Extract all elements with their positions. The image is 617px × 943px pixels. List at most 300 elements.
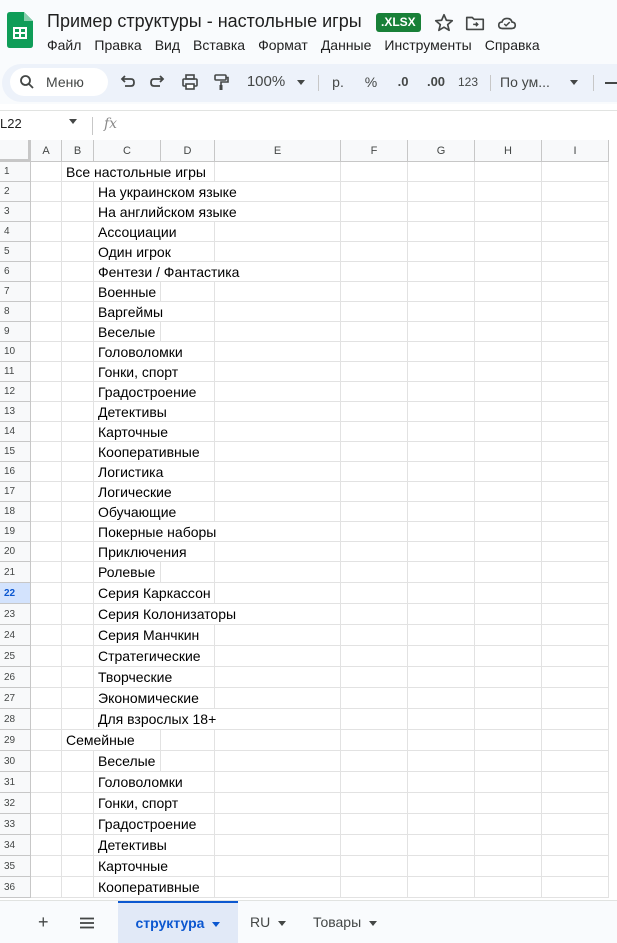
cell-value[interactable]: Карточные bbox=[98, 858, 169, 874]
grid-cell[interactable] bbox=[408, 772, 475, 793]
grid-cell[interactable] bbox=[31, 522, 62, 542]
grid-cell[interactable] bbox=[215, 667, 341, 688]
grid-cell[interactable] bbox=[408, 162, 475, 182]
grid-cell[interactable] bbox=[475, 730, 542, 751]
grid-cell[interactable] bbox=[475, 646, 542, 667]
grid-cell[interactable] bbox=[475, 814, 542, 835]
grid-cell[interactable] bbox=[215, 751, 341, 772]
cell-value[interactable]: Веселые bbox=[98, 324, 156, 340]
grid-cell[interactable] bbox=[62, 342, 94, 362]
grid-cell[interactable] bbox=[62, 562, 94, 583]
all-sheets-menu-icon[interactable] bbox=[79, 917, 95, 929]
grid-cell[interactable] bbox=[62, 302, 94, 322]
grid-cell[interactable] bbox=[31, 302, 62, 322]
grid-cell[interactable] bbox=[408, 502, 475, 522]
row-header[interactable]: 5 bbox=[0, 242, 31, 262]
grid-cell[interactable] bbox=[408, 688, 475, 709]
grid-cell[interactable] bbox=[542, 222, 609, 242]
row-header[interactable]: 6 bbox=[0, 262, 31, 282]
grid-cell[interactable] bbox=[341, 562, 408, 583]
grid-cell[interactable] bbox=[408, 422, 475, 442]
grid-cell[interactable] bbox=[62, 856, 94, 877]
grid-cell[interactable] bbox=[475, 625, 542, 646]
grid-cell[interactable] bbox=[475, 522, 542, 542]
cell-value[interactable]: Градостроение bbox=[98, 384, 197, 400]
grid-cell[interactable] bbox=[341, 604, 408, 625]
grid-cell[interactable] bbox=[542, 604, 609, 625]
number-format-button[interactable]: 123 bbox=[457, 75, 479, 89]
paint-format-button[interactable] bbox=[208, 69, 234, 95]
decrease-font-size-icon[interactable] bbox=[605, 82, 617, 84]
cell-value[interactable]: Логистика bbox=[98, 464, 164, 480]
grid-cell[interactable] bbox=[62, 282, 94, 302]
grid-cell[interactable] bbox=[62, 362, 94, 382]
grid-cell[interactable] bbox=[475, 877, 542, 898]
row-header[interactable]: 24 bbox=[0, 625, 31, 646]
grid-cell[interactable] bbox=[475, 562, 542, 583]
grid-cell[interactable] bbox=[341, 772, 408, 793]
grid-cell[interactable] bbox=[31, 772, 62, 793]
menu-tools[interactable]: Инструменты bbox=[384, 37, 472, 53]
row-header[interactable]: 18 bbox=[0, 502, 31, 522]
grid-cell[interactable] bbox=[408, 482, 475, 502]
cell-value[interactable]: Кооперативные bbox=[98, 879, 200, 895]
grid-cell[interactable] bbox=[475, 502, 542, 522]
grid-cell[interactable] bbox=[542, 422, 609, 442]
grid-cell[interactable] bbox=[31, 162, 62, 182]
cell-value[interactable]: Покерные наборы bbox=[98, 524, 217, 540]
print-button[interactable] bbox=[177, 69, 203, 95]
cell-value[interactable]: Семейные bbox=[66, 732, 135, 748]
row-header[interactable]: 1 bbox=[0, 162, 31, 182]
grid-cell[interactable] bbox=[408, 242, 475, 262]
cell-value[interactable]: Для взрослых 18+ bbox=[98, 711, 217, 727]
menu-format[interactable]: Формат bbox=[258, 37, 308, 53]
grid-cell[interactable] bbox=[408, 856, 475, 877]
grid-cell[interactable] bbox=[475, 282, 542, 302]
grid-cell[interactable] bbox=[31, 382, 62, 402]
grid-cell[interactable] bbox=[62, 202, 94, 222]
grid-cell[interactable] bbox=[475, 462, 542, 482]
percent-format-button[interactable]: % bbox=[364, 74, 378, 90]
grid-cell[interactable] bbox=[341, 342, 408, 362]
row-header[interactable]: 12 bbox=[0, 382, 31, 402]
grid-cell[interactable] bbox=[31, 625, 62, 646]
grid-cell[interactable] bbox=[62, 604, 94, 625]
grid-cell[interactable] bbox=[62, 522, 94, 542]
grid-cell[interactable] bbox=[475, 342, 542, 362]
grid-cell[interactable] bbox=[215, 877, 341, 898]
grid-cell[interactable] bbox=[31, 222, 62, 242]
grid-cell[interactable] bbox=[475, 667, 542, 688]
cell-value[interactable]: На английском языке bbox=[98, 204, 237, 220]
grid-cell[interactable] bbox=[62, 382, 94, 402]
cell-value[interactable]: Ассоциации bbox=[98, 224, 177, 240]
row-header[interactable]: 9 bbox=[0, 322, 31, 342]
grid-cell[interactable] bbox=[341, 382, 408, 402]
row-header[interactable]: 28 bbox=[0, 709, 31, 730]
grid-cell[interactable] bbox=[161, 322, 215, 342]
grid-cell[interactable] bbox=[31, 604, 62, 625]
move-to-folder-icon[interactable] bbox=[464, 12, 486, 34]
grid-cell[interactable] bbox=[62, 877, 94, 898]
grid-cell[interactable] bbox=[475, 482, 542, 502]
grid-cell[interactable] bbox=[62, 242, 94, 262]
grid-cell[interactable] bbox=[215, 442, 341, 462]
grid-cell[interactable] bbox=[475, 422, 542, 442]
grid-cell[interactable] bbox=[542, 730, 609, 751]
row-header[interactable]: 36 bbox=[0, 877, 31, 898]
undo-button[interactable] bbox=[114, 69, 140, 95]
currency-format-button[interactable]: р. bbox=[332, 74, 344, 90]
zoom-select[interactable]: 100% bbox=[246, 73, 286, 90]
grid-cell[interactable] bbox=[341, 442, 408, 462]
grid-cell[interactable] bbox=[341, 262, 408, 282]
grid-cell[interactable] bbox=[542, 688, 609, 709]
cell-value[interactable]: Детективы bbox=[98, 837, 167, 853]
column-header-b[interactable]: B bbox=[62, 140, 94, 162]
grid-cell[interactable] bbox=[31, 856, 62, 877]
grid-cell[interactable] bbox=[31, 422, 62, 442]
grid-cell[interactable] bbox=[31, 583, 62, 604]
grid-cell[interactable] bbox=[62, 442, 94, 462]
grid-cell[interactable] bbox=[542, 282, 609, 302]
grid-cell[interactable] bbox=[408, 202, 475, 222]
grid-cell[interactable] bbox=[62, 222, 94, 242]
grid-cell[interactable] bbox=[542, 402, 609, 422]
name-box[interactable]: L22 bbox=[0, 116, 22, 131]
grid-cell[interactable] bbox=[542, 709, 609, 730]
grid-cell[interactable] bbox=[475, 751, 542, 772]
grid-cell[interactable] bbox=[215, 583, 341, 604]
grid-cell[interactable] bbox=[62, 835, 94, 856]
column-header-a[interactable]: A bbox=[31, 140, 62, 162]
increase-decimal-button[interactable] bbox=[421, 69, 451, 95]
grid-cell[interactable] bbox=[215, 282, 341, 302]
grid-cell[interactable] bbox=[542, 751, 609, 772]
grid-cell[interactable] bbox=[408, 835, 475, 856]
grid-cell[interactable] bbox=[31, 667, 62, 688]
row-header[interactable]: 29 bbox=[0, 730, 31, 751]
grid-cell[interactable] bbox=[475, 222, 542, 242]
grid-cell[interactable] bbox=[161, 835, 215, 856]
sheet-tab-ru[interactable] bbox=[250, 901, 286, 943]
row-header[interactable]: 17 bbox=[0, 482, 31, 502]
grid-cell[interactable] bbox=[31, 442, 62, 462]
grid-cell[interactable] bbox=[31, 242, 62, 262]
cell-value[interactable]: Военные bbox=[98, 284, 157, 300]
grid-cell[interactable] bbox=[62, 402, 94, 422]
grid-cell[interactable] bbox=[542, 182, 609, 202]
grid-cell[interactable] bbox=[475, 583, 542, 604]
grid-cell[interactable] bbox=[62, 422, 94, 442]
grid-cell[interactable] bbox=[341, 667, 408, 688]
row-header[interactable]: 35 bbox=[0, 856, 31, 877]
grid-cell[interactable] bbox=[408, 730, 475, 751]
grid-cell[interactable] bbox=[542, 442, 609, 462]
grid-cell[interactable] bbox=[31, 877, 62, 898]
cell-value[interactable]: Головоломки bbox=[98, 344, 183, 360]
cell-value[interactable]: Серия Каркассон bbox=[98, 585, 211, 601]
grid-cell[interactable] bbox=[62, 482, 94, 502]
cell-value[interactable]: Гонки, спорт bbox=[98, 795, 179, 811]
grid-cell[interactable] bbox=[341, 322, 408, 342]
grid-cell[interactable] bbox=[408, 542, 475, 562]
row-header[interactable]: 11 bbox=[0, 362, 31, 382]
grid-cell[interactable] bbox=[341, 793, 408, 814]
grid-cell[interactable] bbox=[31, 688, 62, 709]
column-header-g[interactable]: G bbox=[408, 140, 475, 162]
grid-cell[interactable] bbox=[31, 646, 62, 667]
grid-cell[interactable] bbox=[475, 856, 542, 877]
grid-cell[interactable] bbox=[542, 362, 609, 382]
grid-cell[interactable] bbox=[31, 362, 62, 382]
cell-value[interactable]: Экономические bbox=[98, 690, 199, 706]
grid-cell[interactable] bbox=[215, 242, 341, 262]
cell-value[interactable]: Фентези / Фантастика bbox=[98, 264, 240, 280]
cell-value[interactable]: Ролевые bbox=[98, 564, 156, 580]
grid-cell[interactable] bbox=[408, 646, 475, 667]
grid-cell[interactable] bbox=[215, 793, 341, 814]
row-header[interactable]: 32 bbox=[0, 793, 31, 814]
grid-cell[interactable] bbox=[542, 342, 609, 362]
grid-cell[interactable] bbox=[408, 342, 475, 362]
grid-cell[interactable] bbox=[542, 646, 609, 667]
grid-cell[interactable] bbox=[31, 793, 62, 814]
grid-cell[interactable] bbox=[31, 751, 62, 772]
grid-cell[interactable] bbox=[408, 442, 475, 462]
grid-cell[interactable] bbox=[341, 302, 408, 322]
grid-cell[interactable] bbox=[31, 709, 62, 730]
grid-cell[interactable] bbox=[62, 688, 94, 709]
grid-cell[interactable] bbox=[475, 688, 542, 709]
grid-cell[interactable] bbox=[542, 583, 609, 604]
grid-cell[interactable] bbox=[341, 583, 408, 604]
grid-cell[interactable] bbox=[542, 502, 609, 522]
row-header[interactable]: 31 bbox=[0, 772, 31, 793]
spreadsheet-grid[interactable] bbox=[0, 140, 617, 900]
chevron-down-icon[interactable] bbox=[278, 921, 286, 926]
grid-cell[interactable] bbox=[215, 646, 341, 667]
cell-value[interactable]: Варгеймы bbox=[98, 304, 164, 320]
grid-cell[interactable] bbox=[341, 542, 408, 562]
grid-cell[interactable] bbox=[161, 302, 215, 322]
cell-value[interactable]: Обучающие bbox=[98, 504, 177, 520]
grid-cell[interactable] bbox=[62, 542, 94, 562]
grid-cell[interactable] bbox=[408, 625, 475, 646]
grid-cell[interactable] bbox=[215, 522, 341, 542]
grid-cell[interactable] bbox=[475, 835, 542, 856]
grid-cell[interactable] bbox=[475, 202, 542, 222]
grid-cell[interactable] bbox=[62, 583, 94, 604]
grid-cell[interactable] bbox=[62, 772, 94, 793]
grid-cell[interactable] bbox=[408, 604, 475, 625]
grid-cell[interactable] bbox=[408, 709, 475, 730]
grid-cell[interactable] bbox=[341, 422, 408, 442]
grid-cell[interactable] bbox=[542, 522, 609, 542]
font-family-select[interactable]: По ум... bbox=[500, 74, 550, 90]
grid-cell[interactable] bbox=[542, 667, 609, 688]
document-title[interactable]: Пример структуры - настольные игры bbox=[47, 11, 362, 31]
row-header[interactable]: 20 bbox=[0, 542, 31, 562]
grid-cell[interactable] bbox=[408, 562, 475, 583]
grid-cell[interactable] bbox=[542, 482, 609, 502]
grid-cell[interactable] bbox=[408, 282, 475, 302]
grid-cell[interactable] bbox=[542, 814, 609, 835]
chevron-down-icon[interactable] bbox=[212, 922, 220, 927]
row-header[interactable]: 14 bbox=[0, 422, 31, 442]
grid-cell[interactable] bbox=[31, 262, 62, 282]
cell-value[interactable]: Один игрок bbox=[98, 244, 171, 260]
grid-cell[interactable] bbox=[542, 542, 609, 562]
grid-cell[interactable] bbox=[215, 562, 341, 583]
grid-cell[interactable] bbox=[161, 751, 215, 772]
grid-cell[interactable] bbox=[408, 751, 475, 772]
cell-value[interactable]: Серия Манчкин bbox=[98, 627, 200, 643]
grid-cell[interactable] bbox=[341, 362, 408, 382]
grid-cell[interactable] bbox=[215, 402, 341, 422]
grid-cell[interactable] bbox=[341, 182, 408, 202]
grid-cell[interactable] bbox=[31, 502, 62, 522]
grid-cell[interactable] bbox=[475, 362, 542, 382]
menu-help[interactable]: Справка bbox=[484, 37, 540, 53]
grid-cell[interactable] bbox=[408, 222, 475, 242]
row-header[interactable]: 25 bbox=[0, 646, 31, 667]
cell-value[interactable]: Веселые bbox=[98, 753, 156, 769]
grid-cell[interactable] bbox=[31, 282, 62, 302]
grid-cell[interactable] bbox=[215, 625, 341, 646]
grid-cell[interactable] bbox=[215, 730, 341, 751]
row-header[interactable]: 19 bbox=[0, 522, 31, 542]
grid-cell[interactable] bbox=[475, 162, 542, 182]
grid-cell[interactable] bbox=[215, 814, 341, 835]
grid-cell[interactable] bbox=[215, 222, 341, 242]
cell-value[interactable]: Стратегические bbox=[98, 648, 201, 664]
grid-cell[interactable] bbox=[62, 182, 94, 202]
grid-cell[interactable] bbox=[408, 583, 475, 604]
grid-cell[interactable] bbox=[542, 162, 609, 182]
add-sheet-button[interactable]: + bbox=[38, 912, 49, 932]
grid-cell[interactable] bbox=[341, 856, 408, 877]
grid-cell[interactable] bbox=[542, 793, 609, 814]
grid-cell[interactable] bbox=[341, 751, 408, 772]
grid-cell[interactable] bbox=[542, 262, 609, 282]
grid-cell[interactable] bbox=[341, 730, 408, 751]
grid-cell[interactable] bbox=[475, 542, 542, 562]
grid-cell[interactable] bbox=[408, 667, 475, 688]
grid-cell[interactable] bbox=[62, 625, 94, 646]
grid-cell[interactable] bbox=[215, 462, 341, 482]
grid-cell[interactable] bbox=[542, 382, 609, 402]
cell-value[interactable]: Головоломки bbox=[98, 774, 183, 790]
grid-cell[interactable] bbox=[475, 709, 542, 730]
grid-cell[interactable] bbox=[31, 462, 62, 482]
grid-cell[interactable] bbox=[31, 730, 62, 751]
grid-cell[interactable] bbox=[542, 877, 609, 898]
grid-cell[interactable] bbox=[475, 182, 542, 202]
menu-insert[interactable]: Вставка bbox=[193, 37, 246, 53]
cell-value[interactable]: Карточные bbox=[98, 424, 169, 440]
sheet-tab-structure[interactable] bbox=[118, 901, 238, 943]
grid-cell[interactable] bbox=[62, 646, 94, 667]
grid-cell[interactable] bbox=[31, 322, 62, 342]
menu-file[interactable]: Файл bbox=[47, 37, 82, 53]
decrease-decimal-button[interactable] bbox=[390, 69, 416, 95]
grid-cell[interactable] bbox=[215, 772, 341, 793]
grid-cell[interactable] bbox=[408, 877, 475, 898]
cloud-status-icon[interactable] bbox=[496, 12, 518, 34]
row-header[interactable]: 7 bbox=[0, 282, 31, 302]
row-header[interactable]: 33 bbox=[0, 814, 31, 835]
grid-cell[interactable] bbox=[215, 542, 341, 562]
row-header[interactable]: 8 bbox=[0, 302, 31, 322]
row-header[interactable]: 34 bbox=[0, 835, 31, 856]
grid-cell[interactable] bbox=[475, 322, 542, 342]
grid-cell[interactable] bbox=[62, 667, 94, 688]
cell-value[interactable]: Детективы bbox=[98, 404, 167, 420]
grid-cell[interactable] bbox=[341, 282, 408, 302]
grid-cell[interactable] bbox=[62, 709, 94, 730]
cell-value[interactable]: Градостроение bbox=[98, 816, 197, 832]
grid-cell[interactable] bbox=[542, 462, 609, 482]
grid-cell[interactable] bbox=[341, 625, 408, 646]
grid-cell[interactable] bbox=[542, 202, 609, 222]
row-header[interactable]: 2 bbox=[0, 182, 31, 202]
grid-cell[interactable] bbox=[215, 835, 341, 856]
grid-cell[interactable] bbox=[542, 302, 609, 322]
cell-value[interactable]: Логические bbox=[98, 484, 172, 500]
grid-cell[interactable] bbox=[215, 482, 341, 502]
grid-cell[interactable] bbox=[408, 302, 475, 322]
menu-view[interactable]: Вид bbox=[154, 37, 181, 53]
sheet-tab-products[interactable] bbox=[313, 901, 377, 943]
grid-cell[interactable] bbox=[31, 402, 62, 422]
grid-cell[interactable] bbox=[408, 402, 475, 422]
grid-cell[interactable] bbox=[475, 402, 542, 422]
grid-cell[interactable] bbox=[31, 814, 62, 835]
grid-cell[interactable] bbox=[62, 814, 94, 835]
grid-cell[interactable] bbox=[215, 382, 341, 402]
grid-cell[interactable] bbox=[62, 322, 94, 342]
row-header[interactable]: 3 bbox=[0, 202, 31, 222]
menu-edit[interactable]: Правка bbox=[94, 37, 142, 53]
grid-cell[interactable] bbox=[62, 502, 94, 522]
cell-value[interactable]: Кооперативные bbox=[98, 444, 200, 460]
grid-cell[interactable] bbox=[475, 302, 542, 322]
row-header[interactable]: 27 bbox=[0, 688, 31, 709]
grid-cell[interactable] bbox=[542, 562, 609, 583]
row-header[interactable]: 15 bbox=[0, 442, 31, 462]
grid-cell[interactable] bbox=[341, 502, 408, 522]
grid-cell[interactable] bbox=[215, 422, 341, 442]
cell-value[interactable]: На украинском языке bbox=[98, 184, 237, 200]
grid-cell[interactable] bbox=[475, 604, 542, 625]
grid-cell[interactable] bbox=[341, 646, 408, 667]
grid-cell[interactable] bbox=[161, 282, 215, 302]
grid-cell[interactable] bbox=[31, 202, 62, 222]
grid-cell[interactable] bbox=[475, 793, 542, 814]
column-header-d[interactable]: D bbox=[161, 140, 215, 162]
grid-cell[interactable] bbox=[215, 502, 341, 522]
column-header-f[interactable]: F bbox=[341, 140, 408, 162]
grid-cell[interactable] bbox=[408, 522, 475, 542]
row-header[interactable]: 21 bbox=[0, 562, 31, 583]
grid-cell[interactable] bbox=[31, 342, 62, 362]
grid-cell[interactable] bbox=[475, 242, 542, 262]
grid-cell[interactable] bbox=[408, 362, 475, 382]
grid-cell[interactable] bbox=[542, 322, 609, 342]
grid-cell[interactable] bbox=[31, 542, 62, 562]
